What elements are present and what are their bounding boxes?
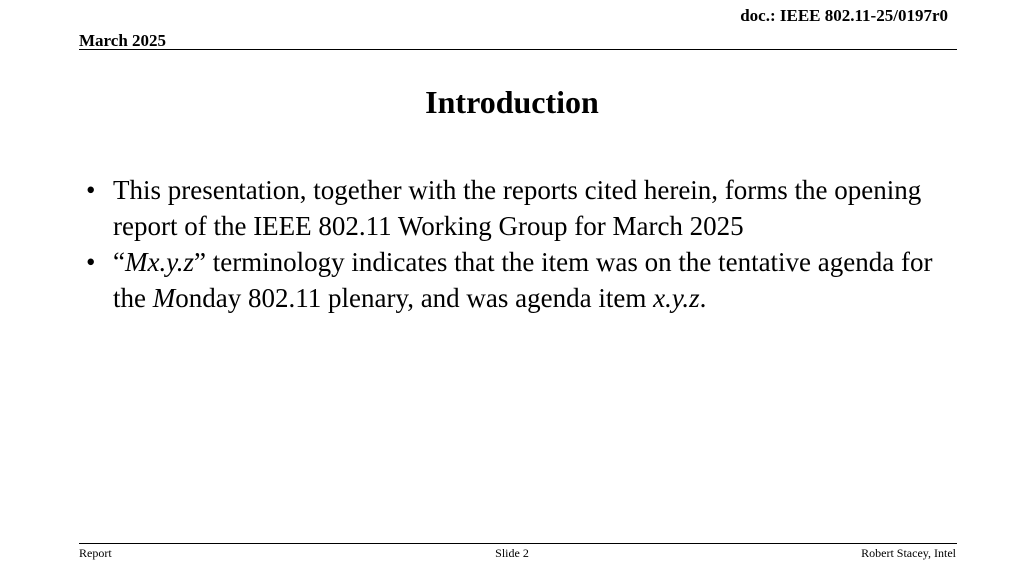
header-divider [79,49,957,50]
bullet-dot-icon: • [86,175,96,205]
monday-initial: M [152,283,176,313]
bullet-text-continued: onday 802.11 plenary, and was agenda item [175,283,654,313]
document-id: doc.: IEEE 802.11-25/0197r0 [740,6,948,25]
slide-title: Introduction [425,84,599,120]
header-date: March 2025 [79,31,167,50]
footer-report-label: Report [79,546,112,560]
open-quote: “ [113,247,125,277]
bullet-text: This presentation, together with the reports cited herein, forms the opening report of the IEEE 802.11 Working Group for March 2025 [113,175,922,241]
bullet-item-opening-report [86,172,956,244]
footer-divider [79,543,957,544]
bullet-dot-icon: • [86,247,96,277]
agenda-item-ref: x.y.z [653,283,700,313]
bullet-item-terminology [86,244,956,316]
bullet-end-punctuation: . [699,283,707,313]
term-mxyz: Mx.y.z [124,247,194,277]
bullet-list [86,172,956,316]
slide-number: Slide 2 [495,546,529,560]
footer-author: Robert Stacey, Intel [861,546,956,560]
bullet-text: ” terminology indicates that the item was on the tentative agenda for the [113,247,933,313]
